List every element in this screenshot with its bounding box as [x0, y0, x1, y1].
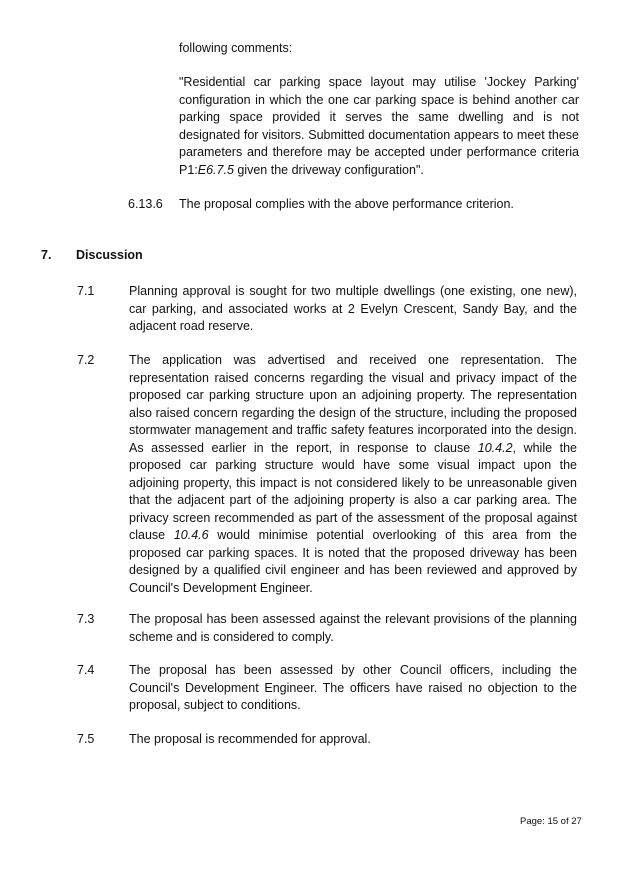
para-7-4: The proposal has been assessed by other Council officers, including the Council's Development Engineer. The officers have raised no objection to the proposal, subject to conditions. [129, 663, 577, 712]
para-7-1: Planning approval is sought for two multiple dwellings (one existing, one new), car parking, and associated works at 2 Evelyn Crescent, Sandy Bay, and the adjacent road reserve. [129, 284, 577, 333]
officer-quote [179, 74, 579, 179]
para-number-6-13-6: 6.13.6 [128, 197, 163, 211]
para-6-13-6: The proposal complies with the above performance criterion. [179, 197, 514, 211]
intro-line: following comments: [179, 41, 293, 55]
quote-clause-ref: E6.7.5 [197, 162, 234, 177]
section-number: 7. [41, 248, 52, 262]
para-number-7-3: 7.3 [77, 612, 95, 626]
para-number-7-4: 7.4 [77, 663, 95, 677]
para-7-2-text-b: , while the proposed car parking structure would have some visual impact upon the adjoining property, this impact is not considered likely to be unreasonable given that the adjacent part of the adjoining property is also a car parking area. The privacy screen recommended as part of the assessment of the proposal against clause [129, 440, 578, 542]
para-7-2 [129, 352, 577, 597]
quote-text-end: given the driveway configuration". [233, 162, 424, 177]
clause-ref-10-4-6: 10.4.6 [173, 528, 209, 542]
para-7-2-text-c: would minimise potential overlooking of this area from the proposed car parking spaces. It is noted that the proposed driveway has been designed by a qualified civil engineer and has been reviewed and approved by Council's Development Engineer. [129, 528, 578, 595]
clause-ref-10-4-2: 10.4.2 [477, 440, 513, 455]
quote-text: "Residential car parking space layout may utilise 'Jockey Parking' configuration in which the one car parking space is behind another car parking space provided it serves the same dwelling and is not designated for visitors. Submitted documentation appears to meet these parameters and therefore may be accepted under performance criteria P1: [179, 75, 579, 177]
para-number-7-1: 7.1 [77, 284, 95, 298]
para-7-5: The proposal is recommended for approval. [129, 732, 371, 746]
section-title: Discussion [76, 248, 143, 262]
para-number-7-5: 7.5 [77, 732, 95, 746]
page-number: Page: 15 of 27 [520, 816, 582, 827]
para-7-3: The proposal has been assessed against the relevant provisions of the planning scheme and is considered to comply. [129, 612, 577, 644]
para-7-2-text-a: The application was advertised and received one representation. The representation raised concerns regarding the visual and privacy impact of the proposed car parking structure upon an adjoining property. The representation also raised concern regarding the design of the structure, including the proposed stormwater management and traffic safety features incorporated into the design. As assessed earlier in the report, in response to clause [129, 353, 577, 455]
para-number-7-2: 7.2 [77, 353, 95, 367]
